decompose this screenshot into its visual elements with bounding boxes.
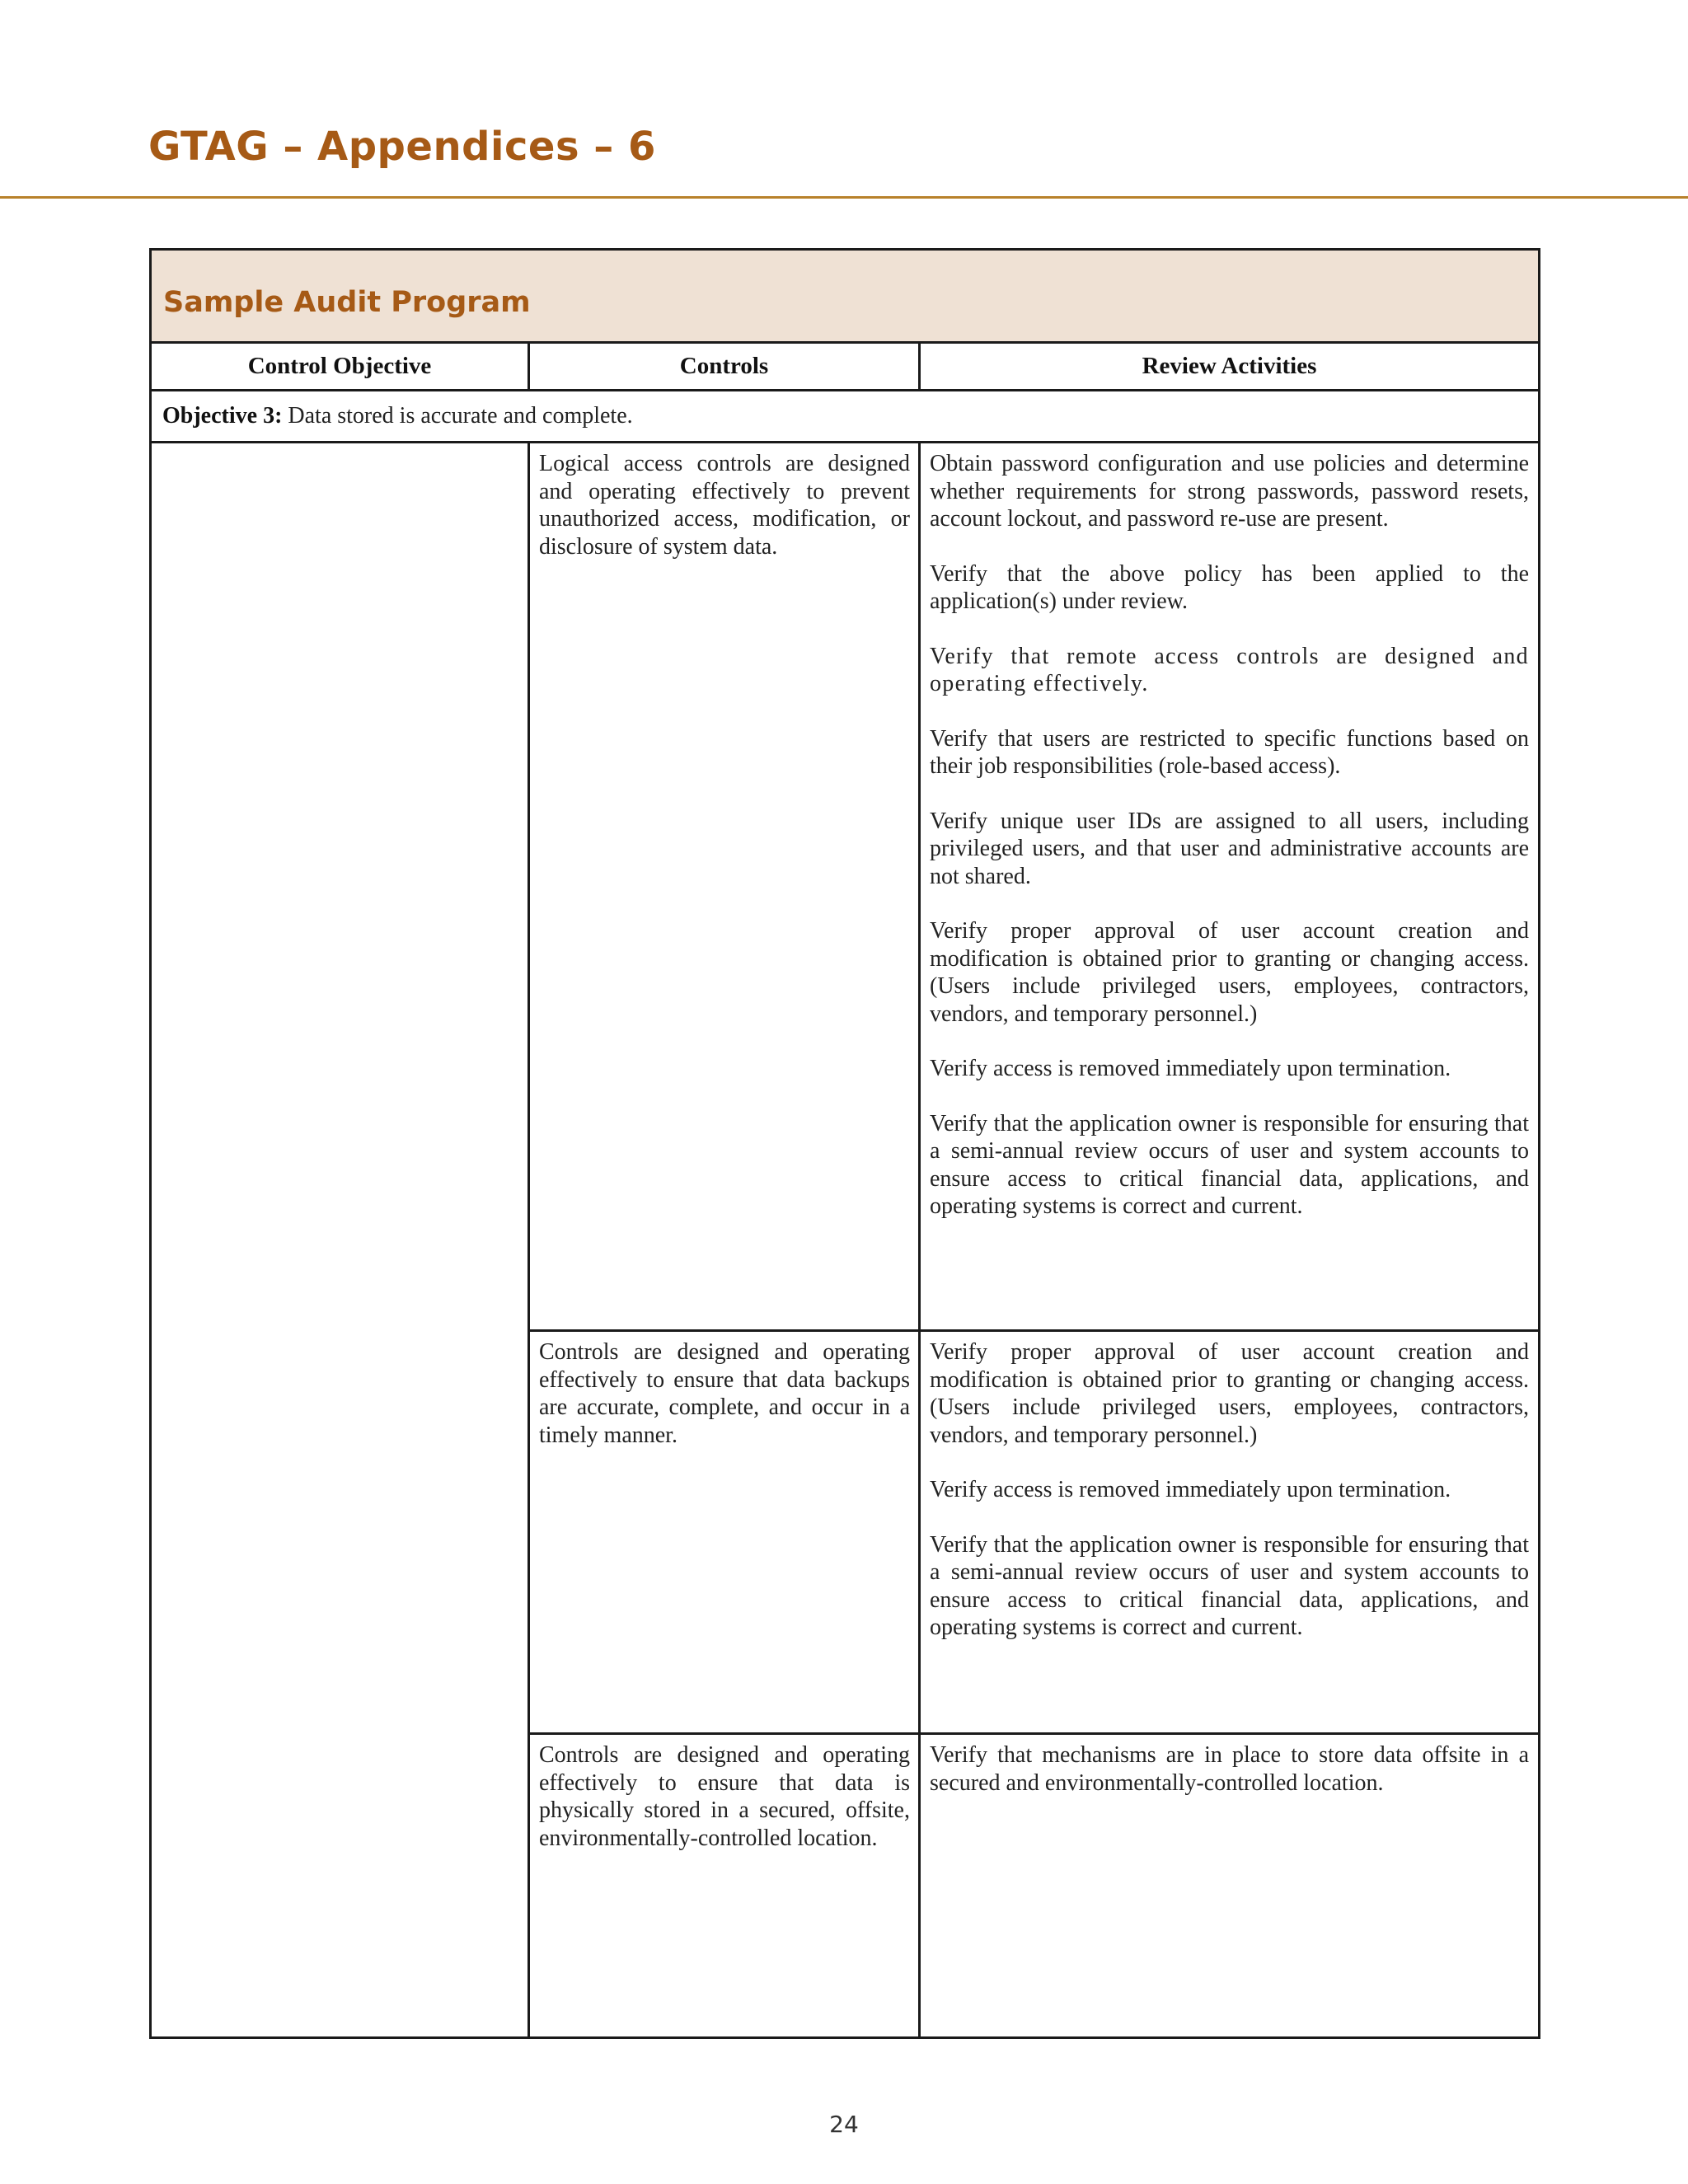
review-activity: Verify that the application owner is responsible for ensuring that a semi-annual review occurs of user and system accounts to ensure access to critical financial data, applications, and operating systems is correct and current. [930,1110,1529,1219]
page-number: 24 [829,2111,859,2138]
review-activity: Verify proper approval of user account creation and modification is obtained prior to granting or changing access. (Users include privileged users, employees, contractors, vendors, and temporary personnel.) [930,1339,1529,1448]
control-text: Logical access controls are designed and operating effectively to prevent unauthorized access, modification, or disclosure of system data. [539,451,910,560]
table-row-controls-cell [530,1735,921,2036]
review-activity: Verify access is removed immediately upon termination. [930,1477,1451,1502]
table-row-activities-cell [921,443,1538,1332]
review-activity: Verify access is removed immediately upon termination. [930,1056,1451,1081]
review-activity: Obtain password configuration and use policies and determine whether requirements for strong passwords, password resets, account lockout, and password re-use are present. [930,451,1529,532]
review-activity: Verify that the application owner is responsible for ensuring that a semi-annual review occurs of user and system accounts to ensure access to critical financial data, applications, and operating systems is correct and current. [930,1531,1529,1640]
objective-row [152,391,1538,443]
control-objective-cell [152,443,530,2036]
review-activity: Verify proper approval of user account creation and modification is obtained prior to granting or changing access. (Users include privileged users, employees, contractors, vendors, and temporary personnel.) [930,918,1529,1027]
objective-text: Data stored is accurate and complete. [288,403,633,429]
table-row-controls-cell [530,443,921,1332]
table-title-band [152,251,1538,344]
control-text: Controls are designed and operating effectively to ensure that data is physically stored in a secured, offsite, environmentally-controlled location. [539,1742,910,1851]
column-header-review-activities: Review Activities [921,344,1538,391]
column-header-control-objective: Control Objective [152,344,530,391]
header-divider [0,196,1688,199]
audit-program-table [149,248,1540,2039]
review-activity: Verify unique user IDs are assigned to all users, including privileged users, and that user and administrative accounts are not shared. [930,808,1529,889]
review-activity: Verify that mechanisms are in place to store data offsite in a secured and environmentally-controlled location. [930,1742,1529,1796]
table-title: Sample Audit Program [163,286,531,319]
review-activity: Verify that remote access controls are designed and operating effectively. [930,643,1529,696]
table-row-activities-cell [921,1332,1538,1735]
page-title: GTAG – Appendices – 6 [148,124,656,170]
review-activity: Verify that users are restricted to specific functions based on their job responsibilities (role-based access). [930,725,1529,779]
objective-label: Objective 3: [162,403,283,429]
control-text: Controls are designed and operating effectively to ensure that data backups are accurate, complete, and occur in a timely manner. [539,1339,910,1448]
review-activity: Verify that the above policy has been applied to the application(s) under review. [930,560,1529,614]
table-row-controls-cell [530,1332,921,1735]
table-row-activities-cell [921,1735,1538,2036]
column-header-controls: Controls [530,344,921,391]
